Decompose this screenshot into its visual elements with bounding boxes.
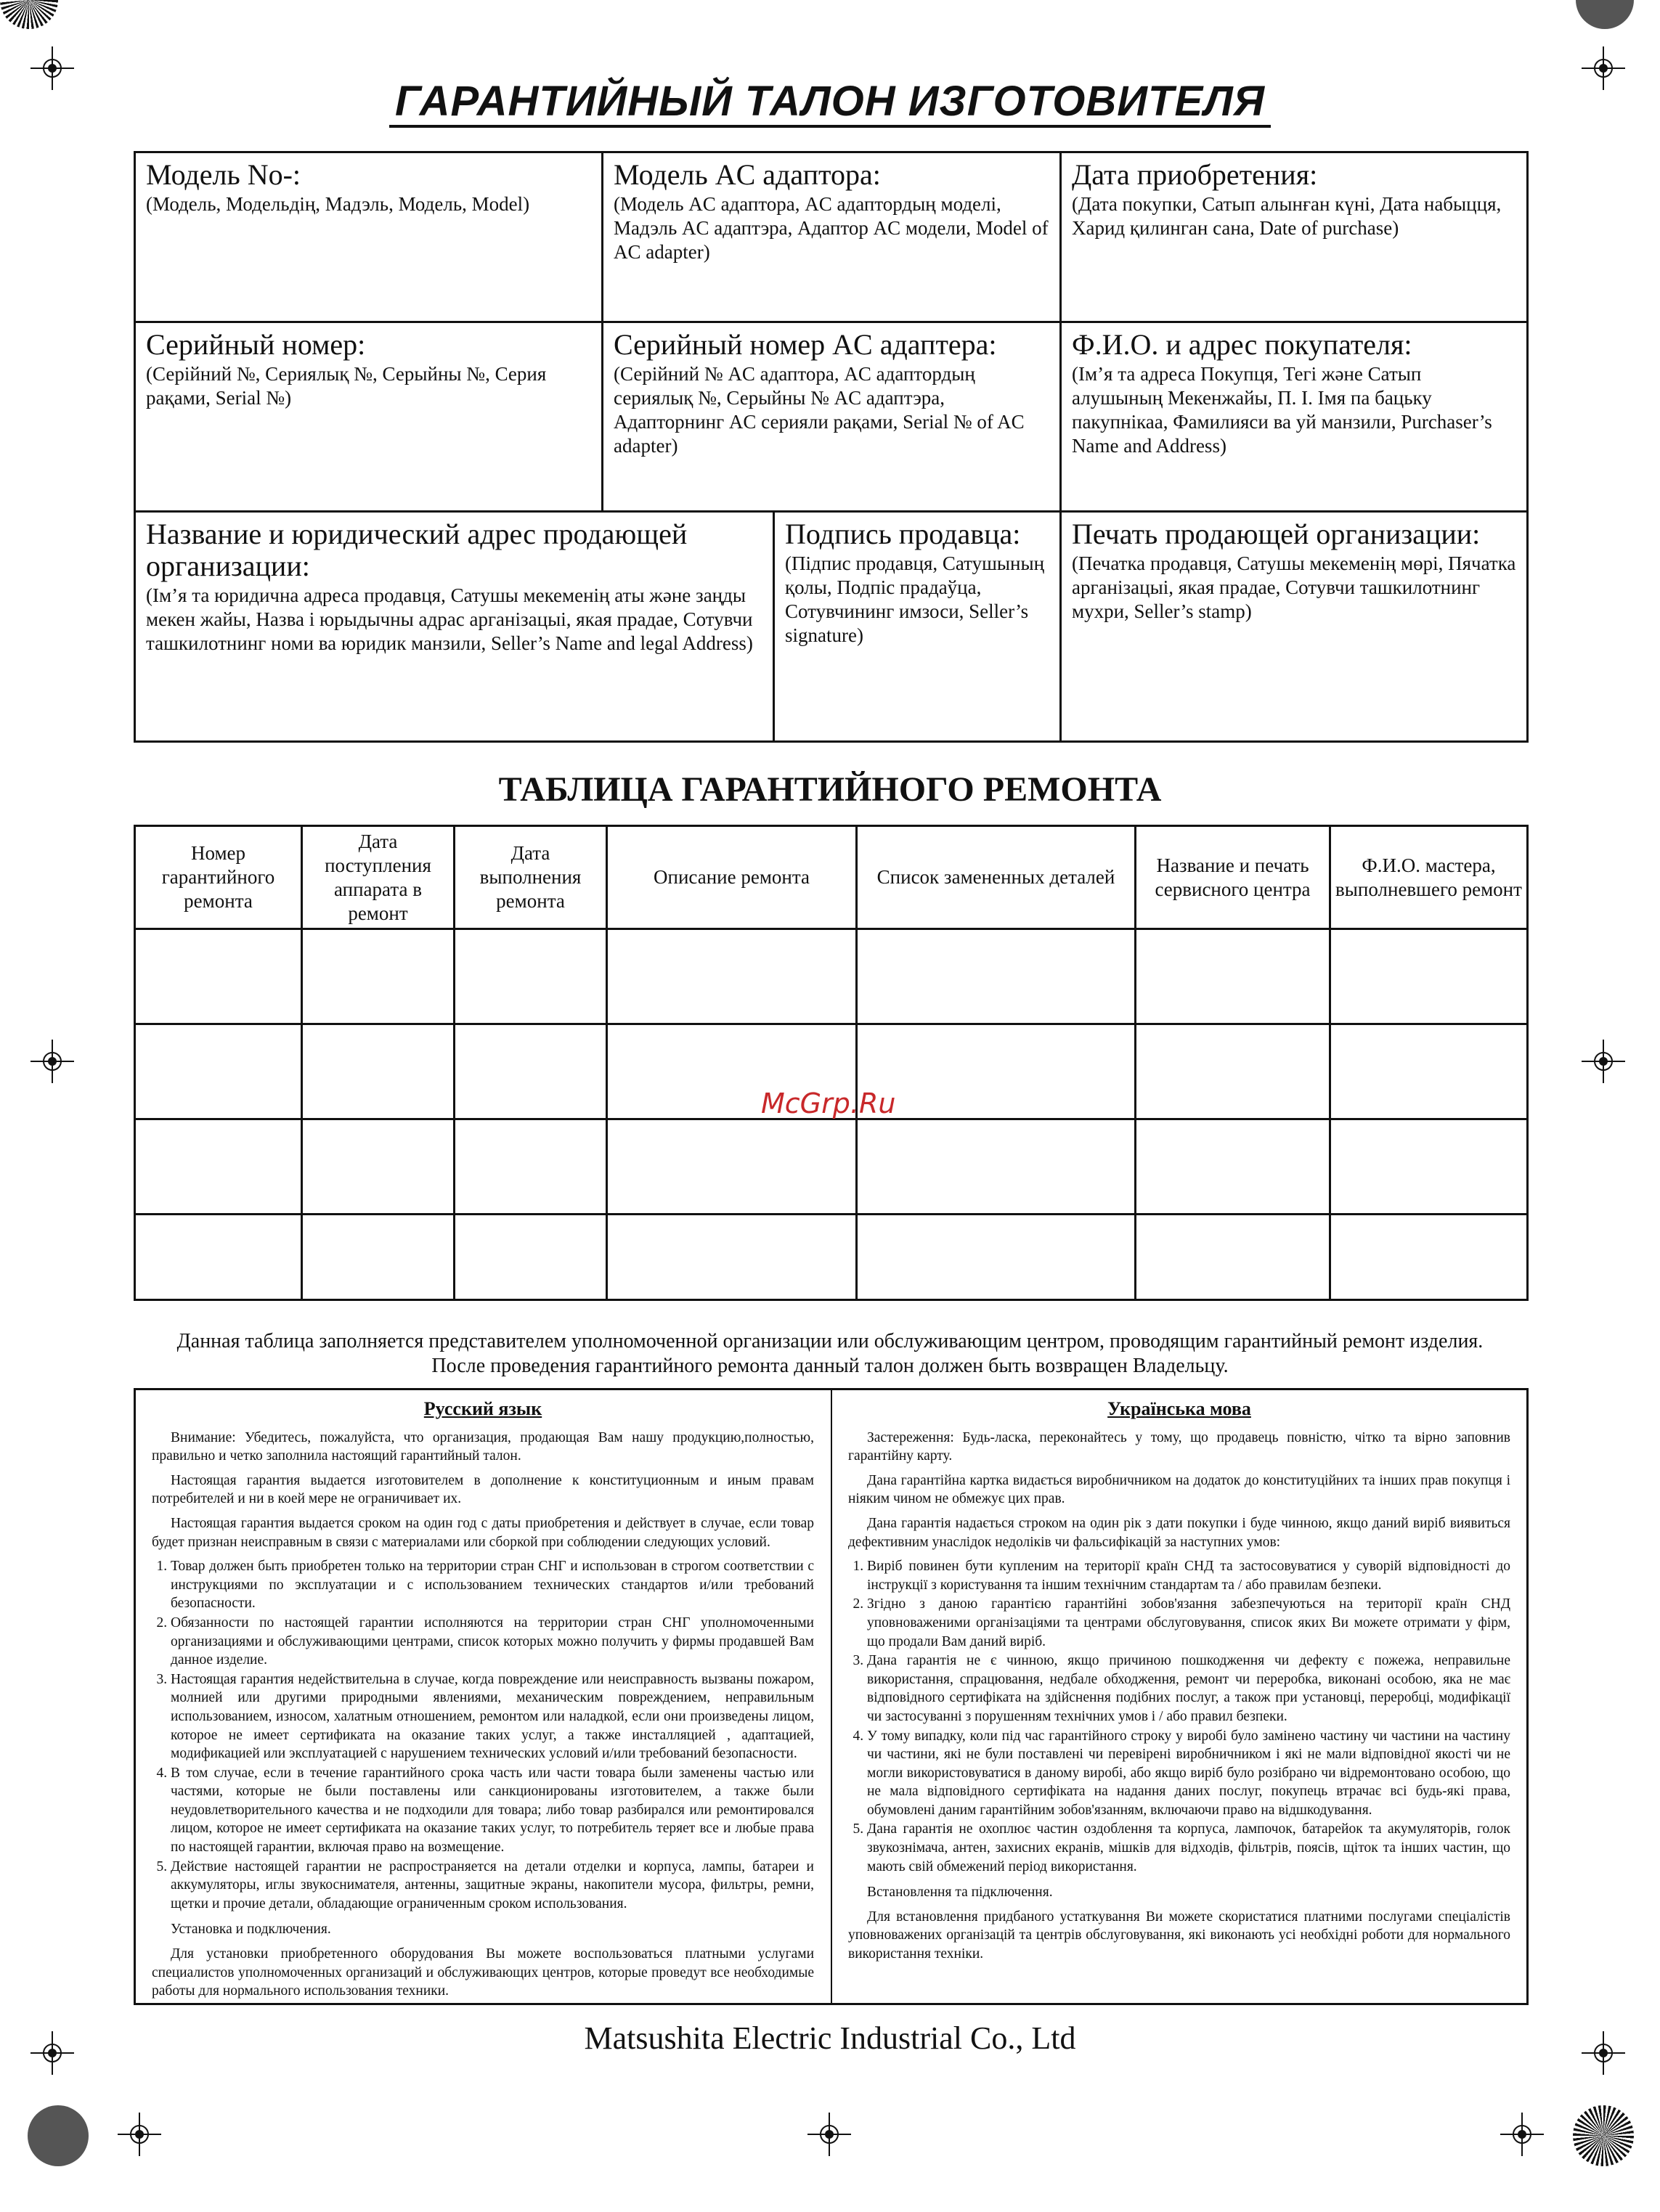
adapter-serial-label: Серийный номер AC адаптера: (614, 328, 997, 361)
color-target-top-right (1576, 0, 1634, 29)
purchase-date-field[interactable] (1062, 153, 1526, 321)
adapter-model-sublabel: (Модель AC адаптора, AC адаптордың моделі, Мадэль AC адаптэра, Адаптор AC модели, Model of AC adapter) (614, 193, 1049, 263)
purchase-date-label: Дата приобретения: (1072, 158, 1318, 191)
russian-condition: 5. Действие настоящей гарантии не распространяется на детали отделки и корпуса, лампы, батареи и аккумуляторы, иглы звукоснимателя, антенны, защитные экраны, накопители мусора, фильтры, ремни, щетки и прочие детали, обладающие ограниченным сроком использования. (171, 1858, 814, 1914)
registration-mark-bottom-2 (807, 2113, 851, 2160)
ukrainian-condition: 5. Дана гарантія не охоплює частин оздоблення та корпуса, лампочок, батарейок та акумуляторів, голок звукознімача, антен, захисних екранів, мішків для відходів, фільтрів, поясів, щіток та інших частин, що мають свій обмежений період використання. (867, 1820, 1510, 1876)
repair-header-service-center: Название и печать сервисного центра (1155, 854, 1311, 900)
ukrainian-paragraph: Для встановлення придбаного устаткування Ви можете скористатися платними послугами спеціалістів уповноважених організацій та центрів обслуговування, які виконають усі необхідні роботи для нормального використання техніки. (848, 1909, 1510, 1962)
table-row[interactable] (136, 1215, 1526, 1299)
registration-mark-bottom-3 (1500, 2113, 1544, 2160)
color-target-top-left (0, 0, 58, 29)
table-note-line-1: Данная таблица заполняется представителем уполномоченной организации или обслуживающим центром, проводящим гарантийный ремонт изделия. (176, 1330, 1484, 1352)
signature-label: Подпись продавца: (785, 518, 1021, 550)
russian-heading: Русский язык (423, 1398, 542, 1419)
russian-condition: 2. Обязанности по настоящей гарантии исполняются на территории стран СНГ уполномоченными организациями и обслуживающими центрами, список которых можно получить у фирмы продавшей Вам данное изделие. (171, 1614, 814, 1670)
terms-ukrainian (832, 1391, 1526, 1970)
model-field[interactable] (136, 153, 601, 321)
seller-label: Название и юридический адрес продающей организации: (146, 518, 688, 582)
russian-paragraph: Настоящая гарантия выдается изготовителем в дополнение к конституционным и иным правам потребителей и ни в коей мере не ограничивает их. (152, 1472, 814, 1507)
repair-header-completed-date: Дата выполнения ремонта (479, 842, 582, 912)
table-note-line-2: После проведения гарантийного ремонта данный талон должен быть возвращен Владельцу. (431, 1355, 1229, 1377)
buyer-sublabel: (Ім’я та адреса Покупця, Тегі және Сатып алушының Мекенжайы, П. І. Імя па бацьку пакупнікаа, Фамилияси ва уй манзили, Purchaser’s Name and Address) (1072, 363, 1492, 457)
ukrainian-condition: 2. Згідно з даною гарантією гарантійні зобов'язання забезпечуються на території країн СНД уповноваженими організаціями та центрами обслуговування, список яких Ви можете отримати у фірм, що продали Вам даний виріб. (867, 1595, 1510, 1651)
serial-field[interactable] (136, 323, 601, 510)
russian-paragraph: Внимание: Убедитесь, пожалуйста, что организация, продающая Вам нашу продукцию,полностью, правильно и четко заполнила настоящий гарантийный талон. (152, 1429, 814, 1464)
russian-paragraph: Для установки приобретенного оборудования Вы можете воспользоваться платными услугами специалистов уполномоченных организаций и обслуживающих центров, которые проведут все необходимые работы для нормального использования техники. (152, 1946, 814, 1999)
color-target-bottom-right (1573, 2105, 1634, 2166)
stamp-label: Печать продающей организации: (1072, 518, 1481, 550)
buyer-field[interactable] (1062, 323, 1526, 510)
table-row[interactable] (136, 1120, 1526, 1213)
repair-header-number: Номер гарантийного ремонта (161, 842, 275, 912)
ukrainian-heading: Українська мова (1107, 1398, 1251, 1419)
purchase-date-sublabel: (Дата покупки, Сатып алынған күні, Дата набыцця, Харид қилинган сана, Date of purchase) (1072, 193, 1502, 239)
ukrainian-paragraph: Дана гарантія надається строком на один рік з дати покупки і буде чинною, якщо даний виріб виявиться дефективним унаслідок недоліків чи фальсифікацій за наступних умов: (848, 1515, 1510, 1550)
repair-header-replaced-parts: Список замененных деталей (876, 866, 1115, 888)
watermark: McGrp.Ru (761, 1087, 896, 1119)
signature-sublabel: (Підпис продавця, Сатушының қолы, Подпіс прадаўца, Сотувчининг имзоси, Seller’s signature) (785, 552, 1045, 646)
terms-russian (136, 1391, 830, 2007)
table-row[interactable] (136, 930, 1526, 1023)
ukrainian-paragraph: Застереження: Будь-ласка, переконайтесь у тому, що продавець повністю, чітко та вірно заповнив гарантійну карту. (848, 1429, 1510, 1464)
seller-sublabel: (Ім’я та юридична адреса продавця, Сатушы мекеменің аты және заңды мекен жайы, Назва і юрыдычны адрас арганізацыі, якая прадае, Сотувчи ташкилотнинг номи ва юридик манзили, Seller’s Name and legal Address) (146, 584, 753, 654)
repair-table-title: ТАБЛИЦА ГАРАНТИЙНОГО РЕМОНТА (498, 770, 1162, 809)
ukrainian-condition: 1. Виріб повинен бути купленим на території країн СНД та застосовуватися у суворій відповідності до інструкції з користування та іншим технічним стандартам та / або правилам безпеки. (867, 1557, 1510, 1594)
russian-condition: 3. Настоящая гарантия недействительна в случае, когда повреждение или неисправность вызваны пожаром, молнией или другими природными явлениями, механическим повреждением, неправильным использованием, износом, халатным отношением, ремонтом или наладкой, если они произведены лицом, которое не имеет сертификата на оказание таких услуг, а также инсталляцией , адаптацией, модификацией или эксплуатацией с нарушением технических условий и/или требований безопасности. (171, 1670, 814, 1763)
stamp-field[interactable] (1062, 513, 1526, 740)
registration-mark-bottom-1 (118, 2113, 161, 2160)
registration-mark-mid-right (1582, 1040, 1625, 1087)
russian-condition: 1. Товар должен быть приобретен только на территории стран СНГ и использован в строгом соответствии с инструкциями по эксплуатации и с использованием технических стандартов и/или требований безопасности. (171, 1557, 814, 1613)
manufacturer-footer: Matsushita Electric Industrial Co., Ltd (584, 2020, 1076, 2056)
repair-header-description: Описание ремонта (654, 866, 810, 888)
ukrainian-paragraph: Дана гарантійна картка видається виробничником на додаток до конституційних та інших прав покупця і ніяким чином не обмежує цих прав. (848, 1472, 1510, 1507)
adapter-model-field[interactable] (603, 153, 1059, 321)
repair-header-received-date: Дата поступления аппарата в ремонт (325, 830, 431, 924)
russian-paragraph: Настоящая гарантия выдается сроком на один год с даты приобретения и действует в случае, если товар будет признан неисправным в связи с материалами или сборкой при соблюдении следующих условий. (152, 1515, 814, 1550)
serial-label: Серийный номер: (146, 328, 366, 361)
stamp-sublabel: (Печатка продавця, Сатушы мекеменің мөрі, Пячатка арганізацыі, якая прадае, Сотувчи ташкилотнинг мухри, Seller’s stamp) (1072, 552, 1516, 622)
adapter-serial-field[interactable] (603, 323, 1059, 510)
ukrainian-condition: 4. У тому випадку, коли під час гарантійного строку у виробі було замінено частину чи частини на частину чи частини, які не були поставлені чи перевірені виробничником і які не мали відповідної якості чи не могли використовуватися в даному виробі, або якщо виріб було розібрано чи відремонтовано особою, що не мала відповідного сертифіката на надання даних послуг, покупець втрачає всі будь-які права, обумовлені даним гарантійним зобов'язанням, включаючи право на відшкодування. (867, 1727, 1510, 1820)
signature-field[interactable] (775, 513, 1059, 740)
russian-paragraph: Установка и подключения. (171, 1922, 331, 1938)
serial-sublabel: (Серійний №, Сериялық №, Серыйны №, Серия рақами, Serial №) (146, 363, 547, 409)
seller-field[interactable] (136, 513, 773, 740)
model-sublabel: (Модель, Модельдің, Мадэль, Модель, Model) (146, 193, 530, 215)
color-target-bottom-left (28, 2105, 89, 2166)
russian-condition: 4. В том случае, если в течение гарантийного срока часть или части товара были заменены частью или частями, которые не были поставлены или санкционированы изготовителем, а также были неудовлетворительного качества и не подходили для товара; либо товар разбирался или ремонтировался лицом, которое не имеет сертификата на оказание таких услуг, то потребитель теряет все и любые права по настоящей гарантии, включая право на возмещение. (171, 1764, 814, 1857)
model-label: Модель No-: (146, 158, 301, 191)
adapter-model-label: Модель AC адаптора: (614, 158, 881, 191)
repair-header-technician: Ф.И.О. мастера, выполневшего ремонт (1335, 854, 1522, 900)
registration-mark-mid-left (30, 1040, 74, 1087)
ukrainian-paragraph: Встановлення та підключення. (867, 1885, 1053, 1901)
adapter-serial-sublabel: (Серійний № AC адаптора, AC адаптордың сериялық №, Серыйны № AC адаптэра, Адапторнинг AC серияли рақами, Serial № of AC adapter) (614, 363, 1025, 457)
page-title: ГАРАНТИЙНЫЙ ТАЛОН ИЗГОТОВИТЕЛЯ (0, 77, 1660, 126)
buyer-label: Ф.И.О. и адрес покупателя: (1072, 328, 1412, 361)
ukrainian-condition: 3. Дана гарантія не є чинною, якщо причиною пошкодження чи дефекту є пожежа, неправильне використання, спрацювання, недбале обходження, ремонт чи переробка, виконані особою, яка не має відповідного сертифіката на здійснення подібних послуг, а також при установці, переробці, модифікації чи застосуванні з порушенням технічних умов і / або правил безпеки. (867, 1652, 1510, 1726)
